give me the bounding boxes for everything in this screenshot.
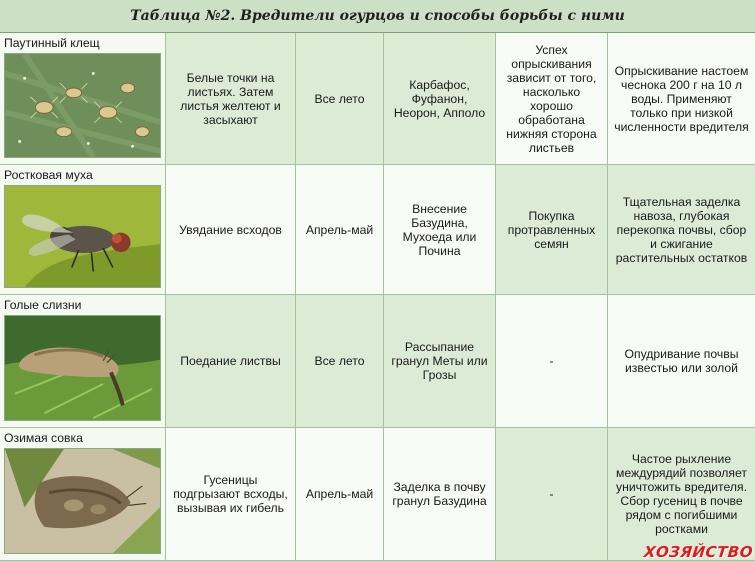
prevention-cell: Успех опрыскивания зависит от того, насколько хорошо обработана нижняя сторона листьев [496, 33, 608, 165]
fly-photo [4, 185, 161, 288]
prevention-cell: Покупка протравленных семян [496, 165, 608, 295]
period-cell: Апрель-май [296, 428, 384, 561]
prevention-cell: - [496, 428, 608, 561]
table-row [0, 428, 755, 561]
chemicals-cell: Заделка в почву гранул Базудина [384, 428, 496, 561]
damage-cell: Гусеницы подгрызают всходы, вызывая их гибель [166, 428, 296, 561]
table-row [0, 165, 755, 295]
pest-name: Голые слизни [4, 298, 82, 312]
prevention-cell: - [496, 295, 608, 428]
pest-cell [0, 165, 166, 295]
chemicals-cell: Рассыпание гранул Меты или Грозы [384, 295, 496, 428]
folk-cell: Опудривание почвы известью или золой [608, 295, 755, 428]
chemicals-cell: Карбафос, Фуфанон, Неорон, Апполо [384, 33, 496, 165]
chemicals-cell: Внесение Базудина, Мухоеда или Почина [384, 165, 496, 295]
damage-cell: Поедание листвы [166, 295, 296, 428]
spider-mite-photo [4, 53, 161, 158]
moth-photo [4, 448, 161, 554]
folk-cell: Тщательная заделка навоза, глубокая перекопка почвы, сбор и сжигание растительных остатков [608, 165, 755, 295]
table-row [0, 33, 755, 165]
damage-cell: Увядание всходов [166, 165, 296, 295]
slug-photo [4, 315, 161, 421]
damage-cell: Белые точки на листьях. Затем листья желтеют и засыхают [166, 33, 296, 165]
folk-cell: Частое рыхление междурядий позволяет уничтожить вредителя. Сбор гусениц в почве рядом с погибшими ростками [608, 428, 755, 561]
pest-name: Озимая совка [4, 431, 83, 445]
table-row [0, 295, 755, 428]
pest-cell [0, 428, 166, 561]
table-title: Таблица №2. Вредители огурцов и способы борьбы с ними [0, 0, 755, 33]
period-cell: Апрель-май [296, 165, 384, 295]
period-cell: Все лето [296, 295, 384, 428]
pests-table [0, 33, 755, 561]
pest-cell [0, 33, 166, 165]
pest-name: Ростковая муха [4, 168, 93, 182]
period-cell: Все лето [296, 33, 384, 165]
publisher-logo: ХОЗЯЙСТВО [643, 543, 754, 561]
pest-cell [0, 295, 166, 428]
folk-cell: Опрыскивание настоем чеснока 200 г на 10 л воды. Применяют только при низкой численности вредителя [608, 33, 755, 165]
pest-name: Паутинный клещ [4, 36, 100, 50]
